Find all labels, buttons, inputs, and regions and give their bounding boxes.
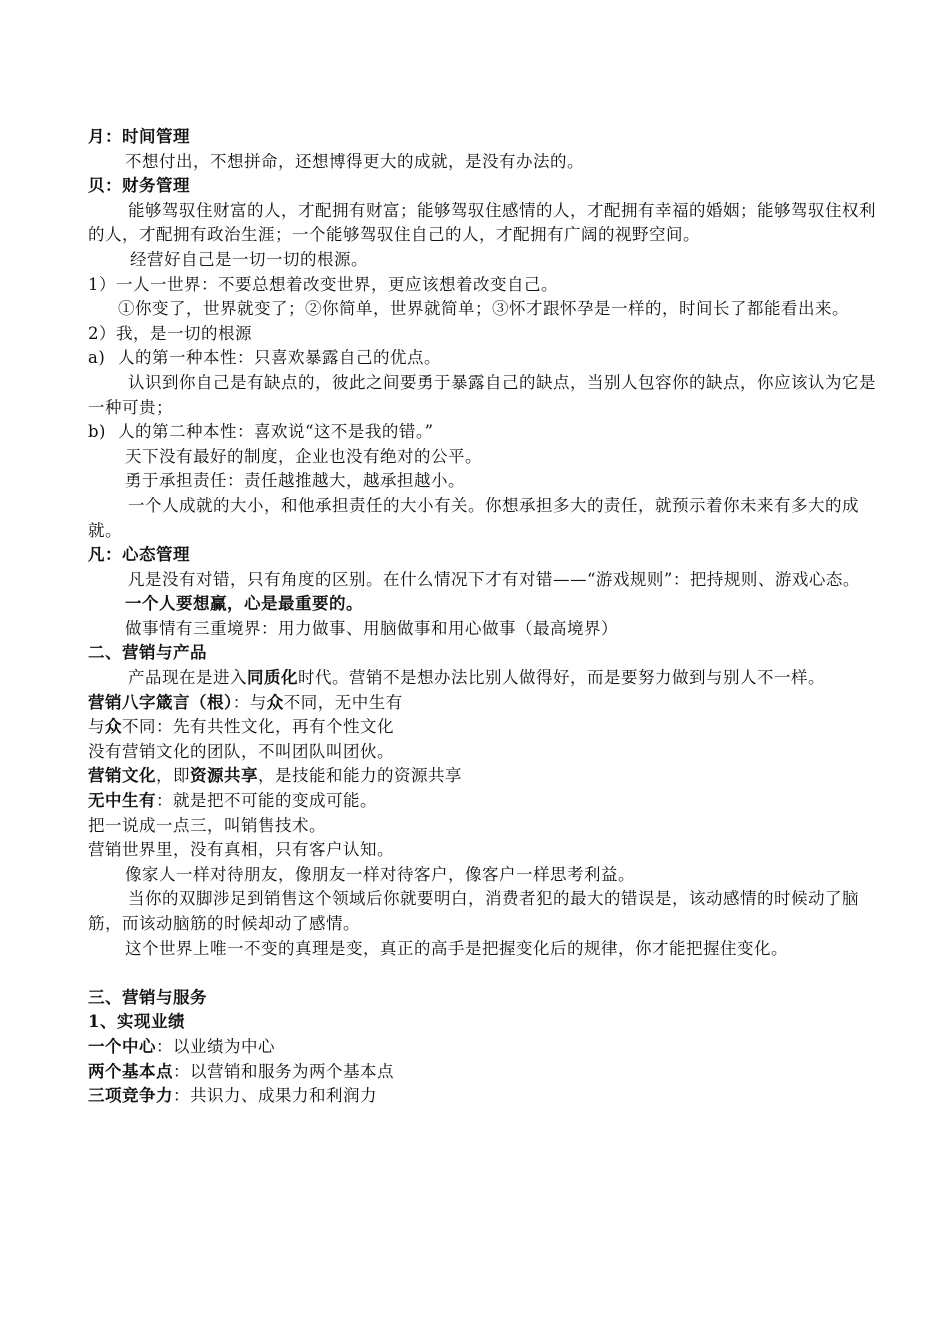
section-heading-mindset-management: 凡：心态管理: [88, 545, 190, 565]
paragraph: [88, 1060, 878, 1085]
blank-line: [88, 961, 878, 986]
section-heading-marketing-service: 三、营销与服务: [88, 987, 207, 1007]
emphasis-text: 两个基本点: [88, 1061, 173, 1081]
list-item-b: [88, 420, 878, 445]
text-run: ：就是把不可能的变成可能。: [156, 791, 377, 811]
paragraph: ①你变了，世界就变了；②你简单，世界就简单；③怀才跟怀孕是一样的，时间长了都能看出来。: [118, 299, 849, 319]
paragraph: 当你的双脚涉足到销售这个领域后你就要明白，消费者犯的最大的错误是，该动感情的时候动了脑筋，而该动脑筋的时候却动了感情。: [88, 889, 859, 933]
text-run: 与: [88, 717, 105, 737]
paragraph: 认识到你自己是有缺点的，彼此之间要勇于暴露自己的缺点，当别人包容你的缺点，你应该认为它是一种可贵；: [88, 372, 876, 417]
text-run: ：以营销和服务为两个基本点: [173, 1061, 394, 1081]
paragraph: 这个世界上唯一不变的真理是变，真正的高手是把握变化后的规律，你才能把握住变化。: [125, 938, 788, 958]
emphasis-text: 无中生有: [88, 791, 156, 811]
text-run: 不同：先有共性文化，再有个性文化: [122, 717, 394, 737]
emphasis-text: 营销八字箴言（根）: [88, 692, 233, 712]
paragraph: 天下没有最好的制度，企业也没有绝对的公平。: [125, 446, 482, 466]
paragraph: [88, 1035, 878, 1060]
paragraph: 不想付出，不想拼命，还想博得更大的成就，是没有办法的。: [125, 151, 584, 171]
paragraph: 做事情有三重境界：用力做事、用脑做事和用心做事（最高境界）: [125, 618, 618, 638]
emphasis-text: 众: [266, 692, 284, 712]
list-label-a: a): [88, 348, 106, 368]
paragraph: [88, 1084, 878, 1109]
list-label-b: b): [88, 422, 106, 442]
emphasis-text: 营销文化: [88, 766, 156, 786]
section-heading-time-management: 月：时间管理: [88, 127, 190, 146]
emphasis-text: 同质化: [247, 668, 298, 688]
paragraph: 经营好自己是一切一切的根源。: [130, 249, 368, 269]
paragraph: [88, 789, 878, 814]
emphasis-text: 一个中心: [88, 1036, 156, 1056]
paragraph: [88, 691, 878, 716]
document-body: [88, 125, 878, 1109]
emphasis-text: 三项竞争力: [88, 1086, 173, 1106]
text-run: 时代。营销不是想办法比别人做得好，而是要努力做到与别人不一样。: [298, 668, 825, 688]
text-run: ：共识力、成果力和利润力: [173, 1086, 377, 1106]
text-run: ：与: [232, 692, 267, 712]
list-item-a: [88, 346, 878, 371]
text-run: ，即: [156, 766, 190, 786]
paragraph: 像家人一样对待朋友，像朋友一样对待客户，像客户一样思考利益。: [125, 864, 635, 884]
list-text-b: 人的第二种本性：喜欢说“这不是我的错。”: [118, 422, 434, 442]
section-heading-marketing-product: 二、营销与产品: [88, 643, 207, 663]
emphasis-text: 资源共享: [190, 766, 258, 786]
emphasis-text: 众: [105, 717, 122, 737]
paragraph: [88, 764, 878, 789]
emphasis-paragraph: 一个人要想赢，心是最重要的。: [125, 594, 363, 614]
paragraph: 营销世界里，没有真相，只有客户认知。: [88, 840, 394, 860]
text-run: 产品现在是进入: [128, 668, 247, 688]
paragraph: 没有营销文化的团队，不叫团队叫团伙。: [88, 741, 394, 761]
subsection-heading: 1、实现业绩: [88, 1012, 185, 1032]
list-item-2: 2）我，是一切的根源: [88, 323, 252, 343]
list-text-a: 人的第一种本性：只喜欢暴露自己的优点。: [118, 348, 441, 368]
paragraph: 凡是没有对错，只有角度的区别。在什么情况下才有对错——“游戏规则”：把持规则、游戏心态。: [128, 569, 860, 589]
text-run: ，是技能和能力的资源共享: [258, 766, 462, 786]
paragraph: 一个人成就的大小，和他承担责任的大小有关。你想承担多大的责任，就预示着你未来有多大的成就。: [88, 495, 859, 540]
text-run: 不同，无中生有: [283, 692, 403, 712]
paragraph: [88, 666, 878, 691]
section-heading-finance-management: 贝：财务管理: [88, 176, 190, 196]
paragraph: [88, 715, 878, 740]
text-run: ：以业绩为中心: [156, 1036, 275, 1056]
paragraph: 把一说成一点三，叫销售技术。: [88, 815, 326, 835]
paragraph: 勇于承担责任：责任越推越大，越承担越小。: [125, 471, 465, 491]
list-item-1: 1）一人一世界：不要总想着改变世界，更应该想着改变自己。: [88, 274, 558, 294]
paragraph: 能够驾驭住财富的人，才配拥有财富；能够驾驭住感情的人，才配拥有幸福的婚姻；能够驾驭住权利的人，才配拥有政治生涯；一个能够驾驭住自己的人，才配拥有广阔的视野空间。: [88, 200, 876, 245]
